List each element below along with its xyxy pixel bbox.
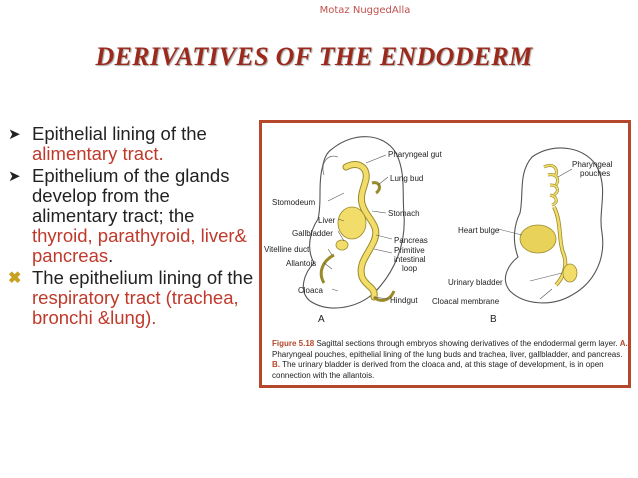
bullet-list — [8, 124, 258, 330]
bullet-text-3 — [32, 268, 258, 328]
label-gallbladder: Gallbladder — [292, 229, 333, 238]
caption-figure-label: Figure 5.18 — [272, 339, 315, 348]
bullet-text-part: The epithelium lining of the — [32, 267, 254, 288]
label-vitelline-duct: Vitelline duct — [264, 245, 310, 254]
caption-text: Sagittal sections through embryos showing derivatives of the endodermal germ layer. — [314, 339, 620, 348]
label-pharyngeal-pouches-1: Pharyngeal — [572, 160, 613, 169]
heart-bulge-shape — [520, 225, 556, 253]
embryo-a-head-curve — [323, 156, 338, 175]
label-pancreas: Pancreas — [394, 236, 428, 245]
label-primitive-1: Primitive — [394, 246, 425, 255]
label-pharyngeal-gut: Pharyngeal gut — [388, 150, 442, 159]
liver-shape — [338, 207, 366, 239]
label-pharyngeal-pouches-2: pouches — [580, 169, 611, 178]
gallbladder-shape — [336, 240, 348, 250]
label-cloacal-membrane: Cloacal membrane — [432, 297, 500, 306]
urinary-bladder-shape — [563, 264, 577, 282]
embryo-figure — [259, 120, 631, 388]
panel-label-a: A — [318, 314, 325, 325]
label-allantois: Allantois — [286, 259, 317, 268]
bullet-item-3 — [8, 268, 258, 328]
bullet-item-1 — [8, 124, 258, 164]
bullet-text-part: Epithelium of the glands develop from the alimentary tract; the — [32, 165, 230, 226]
label-heart-bulge: Heart bulge — [458, 226, 500, 235]
label-stomodeum: Stomodeum — [272, 198, 316, 207]
caption-text: The urinary bladder is derived from the cloaca and, at this stage of development, is in open connection with the allantois. — [272, 360, 604, 380]
label-liver: Liver — [318, 216, 336, 225]
bullet-text-1 — [32, 124, 258, 164]
label-stomach: Stomach — [388, 209, 420, 218]
arrow-bullet-icon: ➤ — [8, 126, 21, 143]
bullet-text-part: Epithelial lining of the — [32, 123, 207, 144]
bullet-item-2 — [8, 166, 258, 266]
vitelline-duct-shape — [321, 255, 334, 283]
caption-text: Pharyngeal pouches, epithelial lining of the lung buds and trachea, liver, gallbladder, and pancreas. — [272, 349, 623, 359]
caption-a-label: A. — [619, 339, 628, 348]
label-urinary-bladder: Urinary bladder — [448, 278, 503, 287]
label-primitive-3: loop — [402, 264, 418, 273]
slide-title: DERIVATIVES OF THE ENDODERM — [95, 42, 533, 71]
arrow-bullet-icon: ➤ — [8, 168, 21, 185]
bullet-text-part: . — [108, 245, 114, 266]
caption-b-label: B. — [272, 360, 280, 369]
bullet-highlight: alimentary tract. — [32, 143, 164, 164]
bullet-highlight: thyroid, parathyroid, liver& pancreas — [32, 225, 247, 266]
bullet-text-2 — [32, 166, 258, 266]
figure-caption — [272, 339, 628, 381]
lung-bud-shape — [372, 183, 379, 193]
bullet-highlight: respiratory tract (trachea, bronchi &lung). — [32, 287, 239, 328]
label-lung-bud: Lung bud — [390, 174, 424, 183]
cross-bullet-icon: ✖ — [8, 270, 22, 287]
label-cloaca: Cloaca — [298, 286, 323, 295]
label-hindgut: Hindgut — [390, 296, 418, 305]
label-primitive-2: intestinal — [394, 255, 426, 264]
panel-label-b: B — [490, 314, 497, 325]
author-name: Motaz NuggedAlla — [319, 5, 411, 16]
